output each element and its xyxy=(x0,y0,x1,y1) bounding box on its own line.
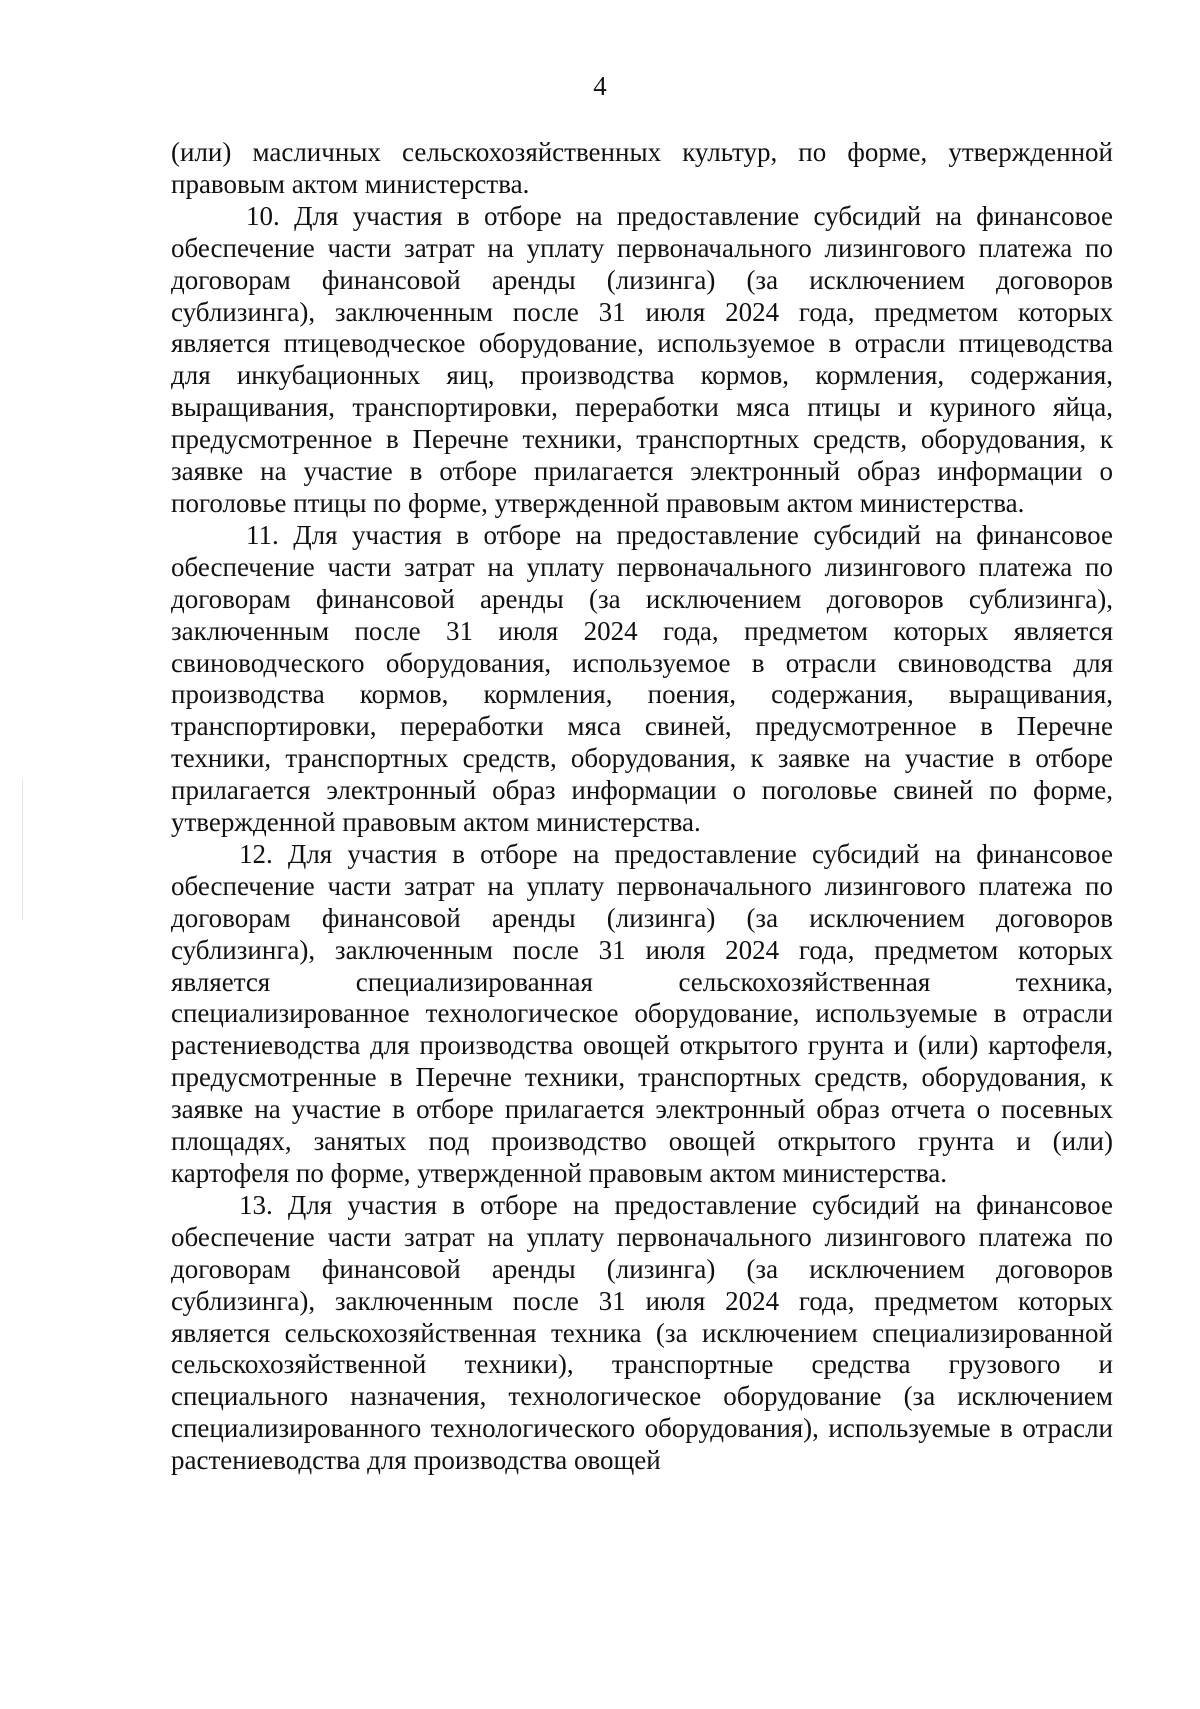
paragraph-12: 12. Для участия в отборе на предоставление субсидий на финансовое обеспечение части затрат на уплату первоначального лизингового платежа по договорам финансовой аренды (лизинга) (за исключением договоров сублизинга), заключенным после 31 июля 2024 года, предметом которых является специализированная сельскохозяйственная техника, специализированное технологическое оборудование, используемые в отрасли растениеводства для производства овощей открытого грунта и (или) картофеля, предусмотренные в Перечне техники, транспортных средств, оборудования, к заявке на участие в отборе прилагается электронный образ отчета о посевных площадях, занятых под производство овощей открытого грунта и (или) картофеля по форме, утвержденной правовым актом министерства. xyxy=(171,838,1113,1188)
document-body xyxy=(171,137,1113,1477)
paragraph-11: 11. Для участия в отборе на предоставление субсидий на финансовое обеспечение части затрат на уплату первоначального лизингового платежа по договорам финансовой аренды (за исключением договоров сублизинга), заключенным после 31 июля 2024 года, предметом которых является свиноводческого оборудования, используемое в отрасли свиноводства для производства кормов, кормления, поения, содержания, выращивания, транспортировки, переработки мяса свиней, предусмотренное в Перечне техники, транспортных средств, оборудования, к заявке на участие в отборе прилагается электронный образ информации о поголовье свиней по форме, утвержденной правовым актом министерства. xyxy=(171,519,1113,838)
paragraph-13: 13. Для участия в отборе на предоставление субсидий на финансовое обеспечение части затрат на уплату первоначального лизингового платежа по договорам финансовой аренды (лизинга) (за исключением договоров сублизинга), заключенным после 31 июля 2024 года, предметом которых является сельскохозяйственная техника (за исключением специализированной сельскохозяйственной техники), транспортные средства грузового и специального назначения, технологическое оборудование (за исключением специализированного технологического оборудования), используемые в отрасли растениеводства для производства овощей xyxy=(171,1189,1113,1476)
page-number: 4 xyxy=(593,71,607,101)
scan-edge-mark xyxy=(22,780,23,920)
paragraph-10: 10. Для участия в отборе на предоставление субсидий на финансовое обеспечение части затрат на уплату первоначального лизингового платежа по договорам финансовой аренды (лизинга) (за исключением договоров сублизинга), заключенным после 31 июля 2024 года, предметом которых является птицеводческое оборудование, используемое в отрасли птицеводства для инкубационных яиц, производства кормов, кормления, содержания, выращивания, транспортировки, переработки мяса птицы и куриного яйца, предусмотренное в Перечне техники, транспортных средств, оборудования, к заявке на участие в отборе прилагается электронный образ информации о поголовье птицы по форме, утвержденной правовым актом министерства. xyxy=(171,200,1113,518)
paragraph-continuation: (или) масличных сельскохозяйственных культур, по форме, утвержденной правовым актом министерства. xyxy=(171,137,1113,199)
